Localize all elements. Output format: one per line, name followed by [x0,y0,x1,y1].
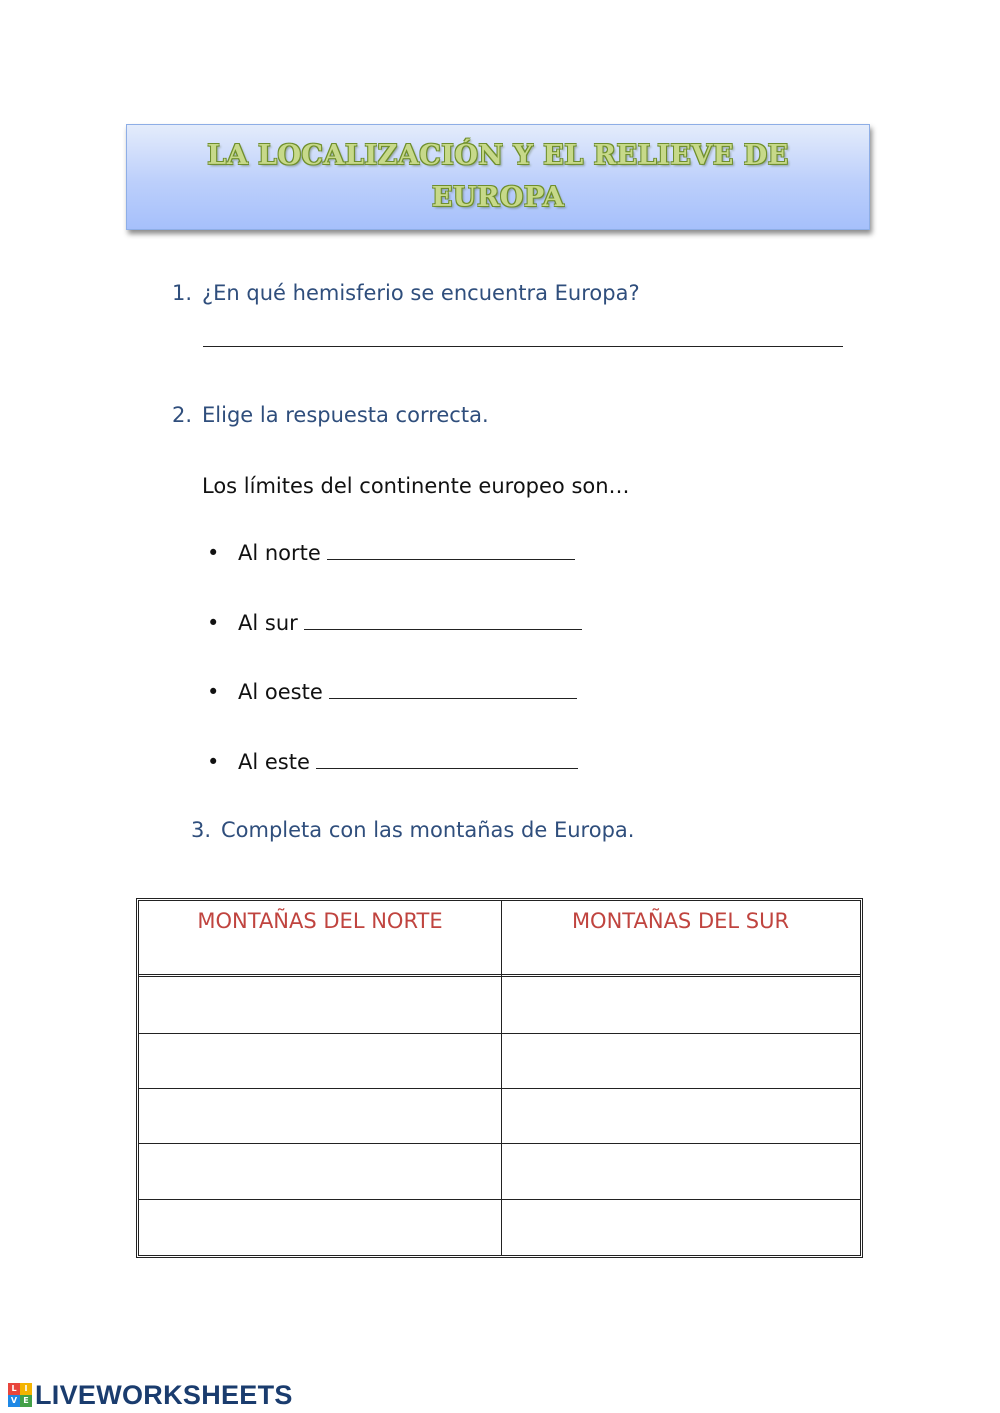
question-1-number: 1. [172,281,193,305]
bullet-item-sur [207,611,582,635]
bullet-label: Al este [238,750,310,774]
bullet-label: Al norte [238,541,321,565]
bullet-icon: • [207,611,220,635]
bullet-icon: • [207,541,220,565]
table-cell-south-4[interactable] [502,1144,860,1199]
bullet-item-norte [207,541,575,565]
question-3-text: Completa con las montañas de Europa. [221,818,635,842]
table-cell-north-4[interactable] [139,1144,501,1199]
liveworksheets-logo-icon: L I V E [8,1383,32,1407]
table-cell-south-3[interactable] [502,1089,860,1143]
table-cell-south-1[interactable] [502,979,860,1033]
question-2-number: 2. [172,403,193,427]
question-3 [191,818,634,842]
table-cell-north-3[interactable] [139,1089,501,1143]
liveworksheets-logo [8,1380,293,1410]
question-1-answer-line[interactable] [203,346,843,347]
table-cell-north-5[interactable] [139,1200,501,1255]
table-header-south: MONTAÑAS DEL SUR [571,909,790,933]
answer-blank-este[interactable] [316,750,578,769]
limits-intro: Los límites del continente europeo son… [202,474,630,498]
mountains-table [136,898,863,1258]
bullet-item-este [207,750,578,774]
table-cell-north-1[interactable] [139,979,501,1033]
table-cell-south-2[interactable] [502,1034,860,1088]
answer-blank-oeste[interactable] [329,680,577,699]
table-header-north: MONTAÑAS DEL NORTE [197,909,443,933]
bullet-icon: • [207,750,220,774]
bullet-label: Al sur [238,611,298,635]
answer-blank-sur[interactable] [304,611,582,630]
table-header-separator [139,974,860,977]
bullet-label: Al oeste [238,680,323,704]
page-title: LA LOCALIZACIÓN Y EL RELIEVE DE EUROPA [207,140,789,213]
question-3-number: 3. [191,818,212,842]
title-banner [126,124,870,230]
table-cell-north-2[interactable] [139,1034,501,1088]
question-1-text: ¿En qué hemisferio se encuentra Europa? [202,281,640,305]
question-2 [172,403,489,427]
logo-text: LIVEWORKSHEETS [35,1379,293,1410]
question-1 [172,281,640,305]
answer-blank-norte[interactable] [327,541,575,560]
table-cell-south-5[interactable] [502,1200,860,1255]
bullet-icon: • [207,680,220,704]
bullet-item-oeste [207,680,577,704]
question-2-text: Elige la respuesta correcta. [202,403,489,427]
